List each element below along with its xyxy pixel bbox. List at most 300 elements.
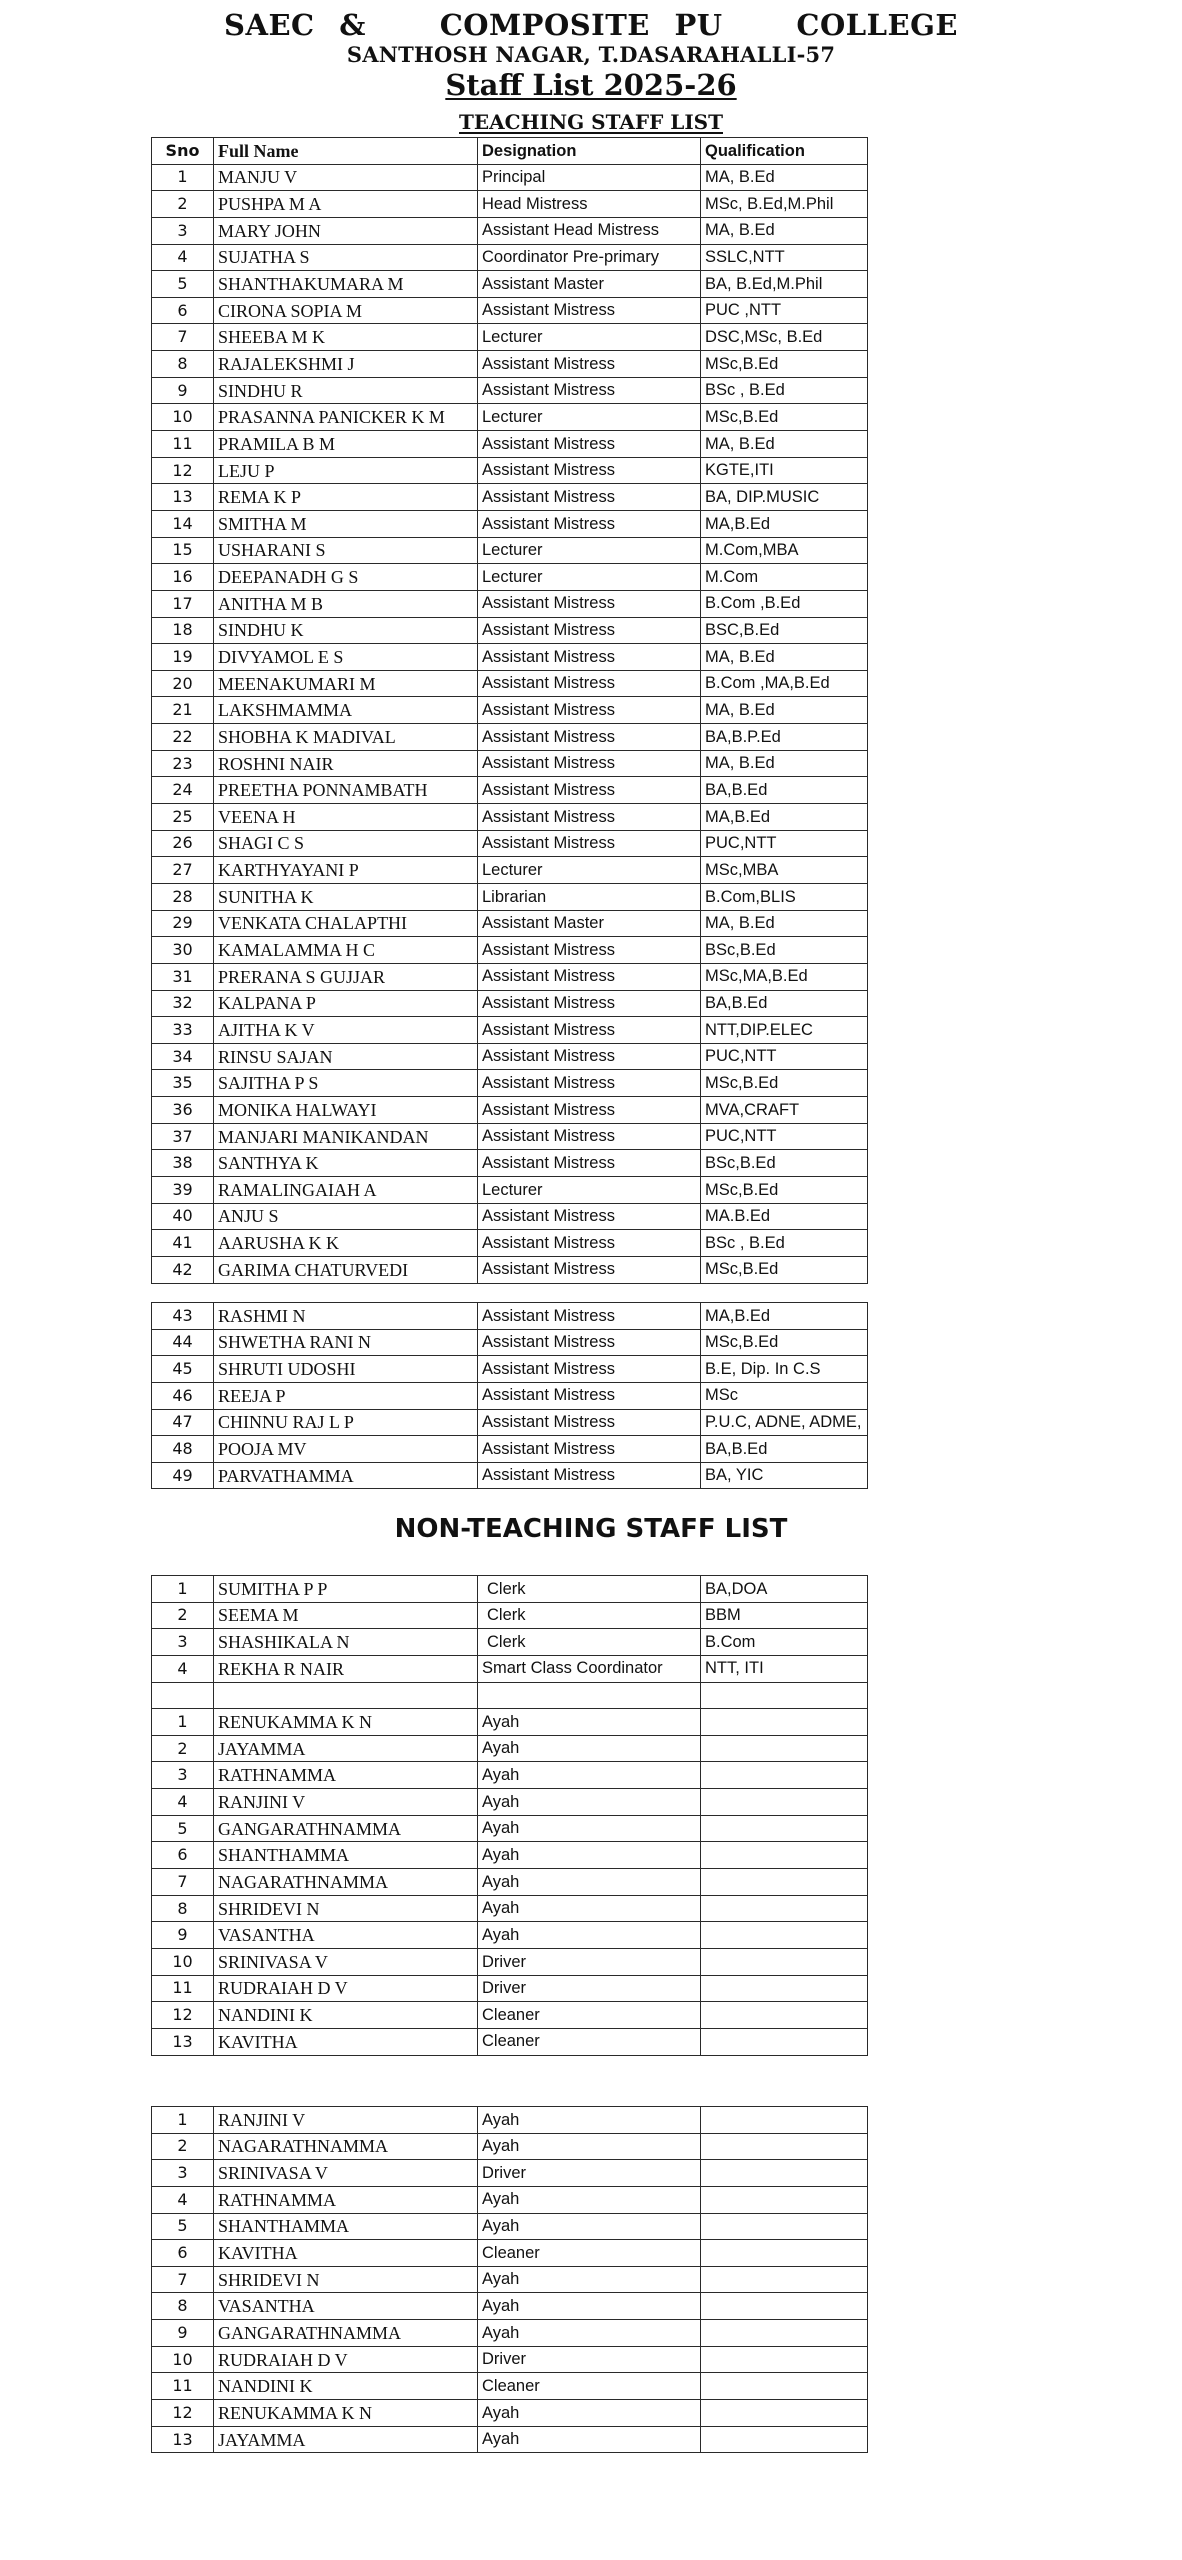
cell-qualification: BA,B.Ed: [701, 1436, 868, 1463]
cell-designation: Cleaner: [478, 2240, 701, 2267]
cell-qualification: M.Com,MBA: [701, 537, 868, 564]
cell-qualification: BA,DOA: [701, 1576, 868, 1603]
table-row: [152, 431, 868, 458]
cell-full-name: MONIKA HALWAYI: [214, 1097, 478, 1124]
cell-full-name: VASANTHA: [214, 2293, 478, 2320]
cell-designation: Assistant Mistress: [478, 1203, 701, 1230]
cell-qualification: MA, B.Ed: [701, 697, 868, 724]
cell-designation: Driver: [478, 1975, 701, 2002]
cell-qualification: MA,B.Ed: [701, 804, 868, 831]
cell-designation: Assistant Mistress: [478, 1123, 701, 1150]
cell-sno: 18: [152, 617, 214, 644]
table-row: [152, 1303, 868, 1330]
cell-qualification: [701, 2240, 868, 2267]
cell-sno: 20: [152, 670, 214, 697]
cell-qualification: [701, 1709, 868, 1736]
cell-sno: 4: [152, 244, 214, 271]
cell-qualification: MSc,MA,B.Ed: [701, 963, 868, 990]
cell-sno: 9: [152, 1922, 214, 1949]
cell-sno: 12: [152, 2002, 214, 2029]
cell-full-name: SUMITHA P P: [214, 1576, 478, 1603]
cell-designation: Head Mistress: [478, 191, 701, 218]
cell-qualification: [701, 2346, 868, 2373]
cell-qualification: [701, 2400, 868, 2427]
cell-qualification: MA.B.Ed: [701, 1203, 868, 1230]
table-row: [152, 271, 868, 298]
cell-sno: 27: [152, 857, 214, 884]
table-row: [152, 1762, 868, 1789]
table-row: [152, 990, 868, 1017]
cell-designation: Assistant Mistress: [478, 510, 701, 537]
cell-full-name: GARIMA CHATURVEDI: [214, 1256, 478, 1283]
table-row: [152, 2400, 868, 2427]
cell-sno: 16: [152, 564, 214, 591]
cell-full-name: SHANTHAKUMARA M: [214, 271, 478, 298]
cell-designation: Assistant Master: [478, 910, 701, 937]
cell-qualification: KGTE,ITI: [701, 457, 868, 484]
cell-qualification: B.Com: [701, 1629, 868, 1656]
cell-full-name: SHANTHAMMA: [214, 2213, 478, 2240]
cell-designation: Clerk: [478, 1629, 701, 1656]
cell-full-name: RAJALEKSHMI J: [214, 351, 478, 378]
cell-designation: Librarian: [478, 883, 701, 910]
cell-full-name: NAGARATHNAMMA: [214, 1869, 478, 1896]
cell-qualification: BA,B.Ed: [701, 990, 868, 1017]
cell-designation: Driver: [478, 2160, 701, 2187]
cell-sno: 1: [152, 1709, 214, 1736]
cell-full-name: CIRONA SOPIA M: [214, 297, 478, 324]
cell-sno: 11: [152, 2373, 214, 2400]
cell-full-name: VASANTHA: [214, 1922, 478, 1949]
cell-full-name: RUDRAIAH D V: [214, 2346, 478, 2373]
cell-full-name: [214, 1682, 478, 1709]
cell-full-name: RENUKAMMA K N: [214, 2400, 478, 2427]
non-teaching-staff-heading: NON-TEACHING STAFF LIST: [394, 1514, 788, 1544]
cell-qualification: MVA,CRAFT: [701, 1097, 868, 1124]
cell-sno: 5: [152, 1815, 214, 1842]
cell-designation: Lecturer: [478, 564, 701, 591]
table-row: [152, 244, 868, 271]
table-row: [152, 1602, 868, 1629]
table-row: [152, 484, 868, 511]
table-row: [152, 324, 868, 351]
table-row: [152, 1150, 868, 1177]
cell-designation: Assistant Mistress: [478, 457, 701, 484]
cell-designation: Driver: [478, 1948, 701, 1975]
document-title-text: Staff List 2025-26: [445, 68, 737, 102]
cell-designation: Assistant Mistress: [478, 1462, 701, 1489]
cell-sno: 11: [152, 1975, 214, 2002]
cell-qualification: MA,B.Ed: [701, 1303, 868, 1330]
table-row: [152, 1409, 868, 1436]
table-row: [152, 857, 868, 884]
cell-sno: 35: [152, 1070, 214, 1097]
cell-full-name: KAMALAMMA H C: [214, 937, 478, 964]
cell-qualification: [701, 2266, 868, 2293]
cell-full-name: CHINNU RAJ L P: [214, 1409, 478, 1436]
cell-qualification: B.Com ,B.Ed: [701, 590, 868, 617]
cell-qualification: MA, B.Ed: [701, 164, 868, 191]
cell-qualification: BSc , B.Ed: [701, 1230, 868, 1257]
cell-designation: Ayah: [478, 2186, 701, 2213]
cell-qualification: BA,B.P.Ed: [701, 724, 868, 751]
table-row: [152, 2002, 868, 2029]
cell-sno: 2: [152, 2133, 214, 2160]
college-address: SANTHOSH NAGAR, T.DASARAHALLI-57: [346, 42, 836, 67]
table-row: [152, 670, 868, 697]
table-row: [152, 1576, 868, 1603]
cell-sno: 41: [152, 1230, 214, 1257]
cell-sno: 25: [152, 804, 214, 831]
table-row: [152, 617, 868, 644]
cell-full-name: JAYAMMA: [214, 1735, 478, 1762]
table-row: [152, 724, 868, 751]
cell-sno: 42: [152, 1256, 214, 1283]
cell-sno: 3: [152, 1629, 214, 1656]
cell-qualification: [701, 1682, 868, 1709]
cell-sno: 13: [152, 2426, 214, 2453]
cell-qualification: [701, 1895, 868, 1922]
cell-designation: Assistant Mistress: [478, 1409, 701, 1436]
cell-sno: 12: [152, 2400, 214, 2427]
table-row: [152, 1735, 868, 1762]
cell-sno: 13: [152, 2028, 214, 2055]
table-row: [152, 750, 868, 777]
cell-qualification: MSc,MBA: [701, 857, 868, 884]
cell-designation: Assistant Mistress: [478, 670, 701, 697]
column-header-sno: Sno: [152, 138, 214, 165]
table-row: [152, 1097, 868, 1124]
cell-sno: 33: [152, 1017, 214, 1044]
cell-sno: 36: [152, 1097, 214, 1124]
cell-qualification: MSc,B.Ed: [701, 351, 868, 378]
table-row: [152, 697, 868, 724]
cell-full-name: SHANTHAMMA: [214, 1842, 478, 1869]
table-row: [152, 1842, 868, 1869]
cell-qualification: [701, 1815, 868, 1842]
cell-full-name: AJITHA K V: [214, 1017, 478, 1044]
cell-qualification: [701, 1948, 868, 1975]
table-row: [152, 1203, 868, 1230]
cell-full-name: SHRUTI UDOSHI: [214, 1356, 478, 1383]
cell-designation: Assistant Mistress: [478, 1382, 701, 1409]
cell-full-name: RAMALINGAIAH A: [214, 1176, 478, 1203]
cell-designation: Ayah: [478, 1895, 701, 1922]
cell-designation: Assistant Mistress: [478, 484, 701, 511]
cell-full-name: SANTHYA K: [214, 1150, 478, 1177]
table-row: [152, 1682, 868, 1709]
cell-full-name: ANITHA M B: [214, 590, 478, 617]
cell-designation: Assistant Mistress: [478, 377, 701, 404]
cell-sno: 1: [152, 2107, 214, 2134]
cell-full-name: SMITHA M: [214, 510, 478, 537]
table-row: [152, 377, 868, 404]
cell-sno: [152, 1682, 214, 1709]
table-row: [152, 217, 868, 244]
cell-designation: Assistant Mistress: [478, 297, 701, 324]
cell-qualification: [701, 2320, 868, 2347]
cell-full-name: MEENAKUMARI M: [214, 670, 478, 697]
cell-sno: 6: [152, 2240, 214, 2267]
cell-qualification: MSc,B.Ed: [701, 1176, 868, 1203]
teaching-staff-table: [151, 137, 868, 1284]
cell-qualification: BA, DIP.MUSIC: [701, 484, 868, 511]
cell-full-name: GANGARATHNAMMA: [214, 2320, 478, 2347]
cell-qualification: NTT, ITI: [701, 1655, 868, 1682]
table-row: [152, 830, 868, 857]
teaching-staff-table-continued: [151, 1302, 868, 1489]
cell-designation: Cleaner: [478, 2373, 701, 2400]
cell-qualification: [701, 2213, 868, 2240]
cell-sno: 22: [152, 724, 214, 751]
cell-full-name: PRASANNA PANICKER K M: [214, 404, 478, 431]
cell-qualification: M.Com: [701, 564, 868, 591]
cell-full-name: SEEMA M: [214, 1602, 478, 1629]
cell-full-name: KALPANA P: [214, 990, 478, 1017]
cell-full-name: PARVATHAMMA: [214, 1462, 478, 1489]
cell-qualification: BSc , B.Ed: [701, 377, 868, 404]
cell-full-name: DIVYAMOL E S: [214, 644, 478, 671]
cell-designation: Assistant Mistress: [478, 431, 701, 458]
cell-qualification: [701, 1869, 868, 1896]
table-row: [152, 2160, 868, 2187]
cell-designation: Ayah: [478, 1709, 701, 1736]
cell-sno: 14: [152, 510, 214, 537]
cell-designation: Driver: [478, 2346, 701, 2373]
cell-sno: 17: [152, 590, 214, 617]
cell-full-name: PRAMILA B M: [214, 431, 478, 458]
cell-qualification: MSc, B.Ed,M.Phil: [701, 191, 868, 218]
cell-qualification: MA, B.Ed: [701, 431, 868, 458]
non-teaching-staff-table: [151, 1575, 868, 2056]
cell-full-name: DEEPANADH G S: [214, 564, 478, 591]
cell-designation: Ayah: [478, 2266, 701, 2293]
cell-sno: 8: [152, 351, 214, 378]
table-row: [152, 1382, 868, 1409]
cell-designation: Assistant Mistress: [478, 590, 701, 617]
cell-designation: Assistant Mistress: [478, 1017, 701, 1044]
cell-qualification: [701, 2133, 868, 2160]
teaching-staff-heading: [0, 110, 1182, 134]
column-header-designation: Designation: [478, 138, 701, 165]
cell-sno: 49: [152, 1462, 214, 1489]
cell-qualification: [701, 2373, 868, 2400]
non-teaching-staff-table-duplicate: [151, 2106, 868, 2453]
cell-full-name: USHARANI S: [214, 537, 478, 564]
cell-sno: 31: [152, 963, 214, 990]
cell-sno: 10: [152, 2346, 214, 2373]
cell-sno: 10: [152, 1948, 214, 1975]
cell-full-name: NAGARATHNAMMA: [214, 2133, 478, 2160]
cell-full-name: SHRIDEVI N: [214, 2266, 478, 2293]
table-row: [152, 1922, 868, 1949]
cell-designation: Ayah: [478, 1789, 701, 1816]
cell-full-name: RASHMI N: [214, 1303, 478, 1330]
cell-designation: Ayah: [478, 2400, 701, 2427]
cell-qualification: PUC ,NTT: [701, 297, 868, 324]
cell-sno: 7: [152, 324, 214, 351]
cell-designation: Assistant Master: [478, 271, 701, 298]
cell-sno: 4: [152, 2186, 214, 2213]
table-row: [152, 1070, 868, 1097]
table-row: [152, 404, 868, 431]
cell-full-name: LAKSHMAMMA: [214, 697, 478, 724]
table-row: [152, 2346, 868, 2373]
cell-designation: Assistant Mistress: [478, 1303, 701, 1330]
cell-full-name: KAVITHA: [214, 2240, 478, 2267]
cell-qualification: PUC,NTT: [701, 830, 868, 857]
cell-sno: 38: [152, 1150, 214, 1177]
cell-full-name: SHRIDEVI N: [214, 1895, 478, 1922]
cell-designation: Lecturer: [478, 1176, 701, 1203]
table-row: [152, 1655, 868, 1682]
cell-sno: 7: [152, 1869, 214, 1896]
cell-full-name: NANDINI K: [214, 2373, 478, 2400]
cell-qualification: [701, 1789, 868, 1816]
cell-qualification: BSc,B.Ed: [701, 1150, 868, 1177]
table-row: [152, 2240, 868, 2267]
cell-designation: Assistant Mistress: [478, 750, 701, 777]
cell-sno: 21: [152, 697, 214, 724]
cell-full-name: RANJINI V: [214, 2107, 478, 2134]
table-row: [152, 457, 868, 484]
table-row: [152, 2373, 868, 2400]
cell-sno: 34: [152, 1043, 214, 1070]
cell-qualification: BA, YIC: [701, 1462, 868, 1489]
cell-qualification: MA, B.Ed: [701, 750, 868, 777]
cell-qualification: MA, B.Ed: [701, 217, 868, 244]
cell-designation: Principal: [478, 164, 701, 191]
cell-designation: Ayah: [478, 2320, 701, 2347]
cell-sno: 3: [152, 1762, 214, 1789]
cell-qualification: [701, 1735, 868, 1762]
cell-full-name: PREETHA PONNAMBATH: [214, 777, 478, 804]
cell-sno: 2: [152, 1602, 214, 1629]
cell-designation: Assistant Mistress: [478, 1329, 701, 1356]
cell-qualification: MSc,B.Ed: [701, 1256, 868, 1283]
table-row: [152, 1815, 868, 1842]
cell-full-name: SRINIVASA V: [214, 1948, 478, 1975]
cell-full-name: RATHNAMMA: [214, 1762, 478, 1789]
cell-sno: 1: [152, 164, 214, 191]
table-row: [152, 2320, 868, 2347]
cell-designation: Assistant Mistress: [478, 724, 701, 751]
table-row: [152, 2293, 868, 2320]
cell-full-name: SRINIVASA V: [214, 2160, 478, 2187]
cell-full-name: REMA K P: [214, 484, 478, 511]
college-name: SAEC & COMPOSITE PU COLLEGE: [224, 8, 958, 42]
cell-designation: Assistant Mistress: [478, 617, 701, 644]
cell-qualification: MSc,B.Ed: [701, 1070, 868, 1097]
cell-sno: 12: [152, 457, 214, 484]
table-row: [152, 1256, 868, 1283]
cell-full-name: VENKATA CHALAPTHI: [214, 910, 478, 937]
table-row: [152, 1176, 868, 1203]
table-row: [152, 590, 868, 617]
cell-qualification: [701, 2426, 868, 2453]
cell-sno: 4: [152, 1789, 214, 1816]
cell-qualification: [701, 1975, 868, 2002]
table-row: [152, 1017, 868, 1044]
table-row: [152, 1975, 868, 2002]
cell-sno: 9: [152, 2320, 214, 2347]
cell-designation: Cleaner: [478, 2028, 701, 2055]
cell-full-name: SUJATHA S: [214, 244, 478, 271]
cell-designation: Assistant Mistress: [478, 777, 701, 804]
table-row: [152, 1869, 868, 1896]
cell-qualification: NTT,DIP.ELEC: [701, 1017, 868, 1044]
cell-designation: Assistant Head Mistress: [478, 217, 701, 244]
cell-full-name: SAJITHA P S: [214, 1070, 478, 1097]
cell-full-name: SHAGI C S: [214, 830, 478, 857]
cell-qualification: B.Com,BLIS: [701, 883, 868, 910]
cell-designation: [478, 1682, 701, 1709]
cell-qualification: [701, 1842, 868, 1869]
table-row: [152, 1629, 868, 1656]
cell-designation: Assistant Mistress: [478, 830, 701, 857]
cell-full-name: SHOBHA K MADIVAL: [214, 724, 478, 751]
cell-sno: 28: [152, 883, 214, 910]
cell-designation: Assistant Mistress: [478, 1436, 701, 1463]
cell-qualification: BSc,B.Ed: [701, 937, 868, 964]
table-row: [152, 2133, 868, 2160]
cell-sno: 46: [152, 1382, 214, 1409]
cell-sno: 8: [152, 2293, 214, 2320]
cell-designation: Lecturer: [478, 324, 701, 351]
cell-full-name: POOJA MV: [214, 1436, 478, 1463]
cell-full-name: NANDINI K: [214, 2002, 478, 2029]
cell-sno: 40: [152, 1203, 214, 1230]
cell-sno: 9: [152, 377, 214, 404]
cell-designation: Assistant Mistress: [478, 1043, 701, 1070]
table-row: [152, 937, 868, 964]
cell-designation: Assistant Mistress: [478, 1097, 701, 1124]
cell-sno: 30: [152, 937, 214, 964]
cell-qualification: B.E, Dip. In C.S: [701, 1356, 868, 1383]
cell-designation: Ayah: [478, 1762, 701, 1789]
cell-designation: Assistant Mistress: [478, 1150, 701, 1177]
table-row: [152, 2426, 868, 2453]
cell-sno: 45: [152, 1356, 214, 1383]
table-row: [152, 191, 868, 218]
cell-designation: Assistant Mistress: [478, 937, 701, 964]
table-row: [152, 510, 868, 537]
cell-sno: 13: [152, 484, 214, 511]
cell-sno: 3: [152, 2160, 214, 2187]
cell-designation: Ayah: [478, 1842, 701, 1869]
cell-qualification: [701, 1762, 868, 1789]
cell-designation: Assistant Mistress: [478, 1230, 701, 1257]
cell-qualification: BA,B.Ed: [701, 777, 868, 804]
cell-sno: 15: [152, 537, 214, 564]
cell-qualification: BBM: [701, 1602, 868, 1629]
cell-full-name: RATHNAMMA: [214, 2186, 478, 2213]
cell-qualification: MA, B.Ed: [701, 910, 868, 937]
cell-full-name: SHWETHA RANI N: [214, 1329, 478, 1356]
cell-full-name: SHASHIKALA N: [214, 1629, 478, 1656]
cell-sno: 44: [152, 1329, 214, 1356]
cell-qualification: MSc: [701, 1382, 868, 1409]
cell-full-name: MARY JOHN: [214, 217, 478, 244]
cell-sno: 39: [152, 1176, 214, 1203]
cell-full-name: RENUKAMMA K N: [214, 1709, 478, 1736]
table-row: [152, 883, 868, 910]
cell-designation: Ayah: [478, 2293, 701, 2320]
table-row: [152, 1329, 868, 1356]
table-row: [152, 537, 868, 564]
cell-full-name: SUNITHA K: [214, 883, 478, 910]
cell-qualification: [701, 2186, 868, 2213]
